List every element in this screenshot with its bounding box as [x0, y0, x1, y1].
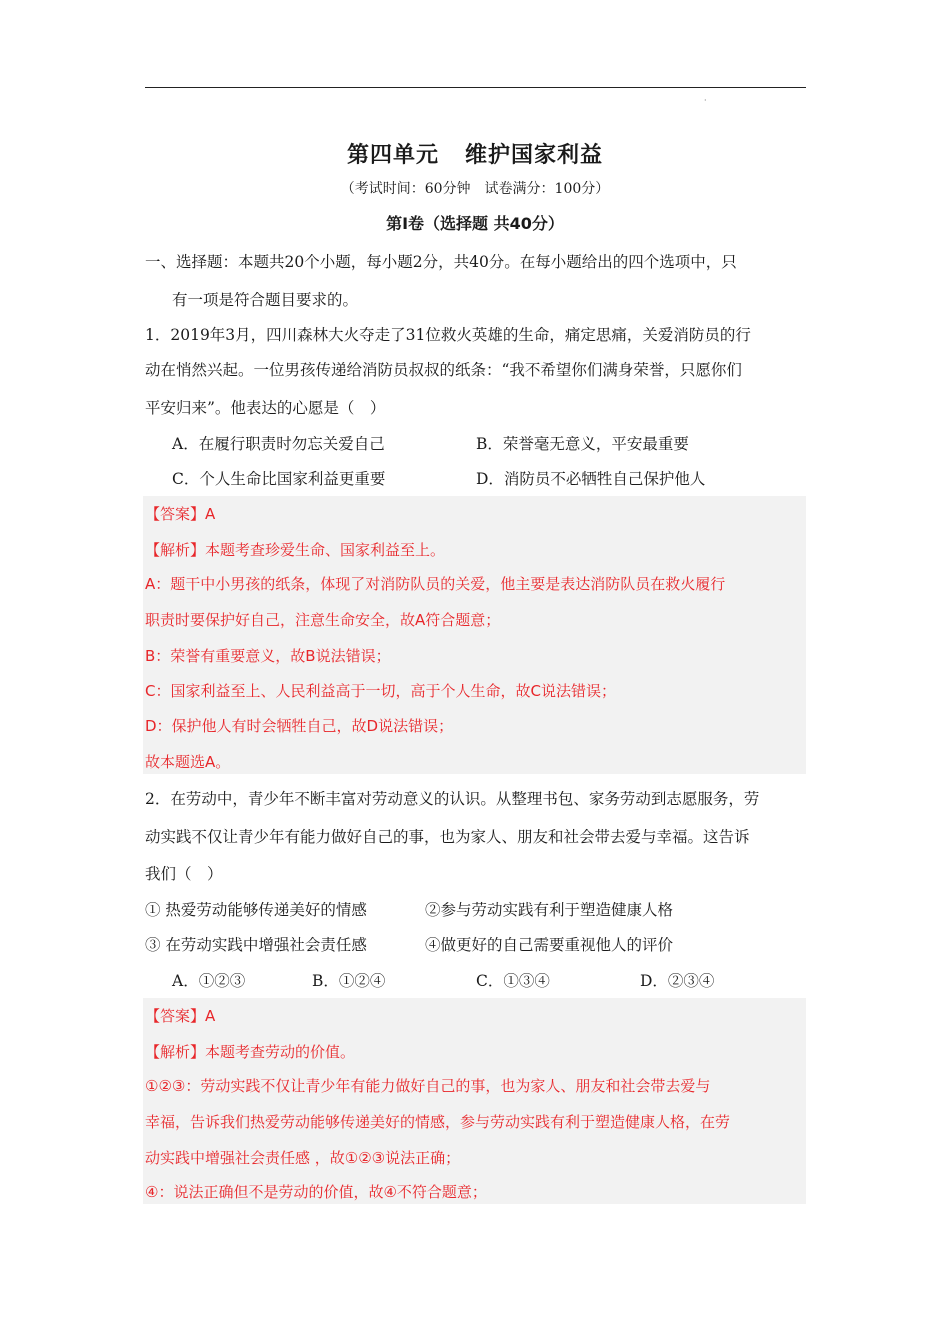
exam-subtitle: （考试时间：60分钟 试卷满分：100分） [340, 181, 610, 197]
q2-option-c: C．①③④ [476, 972, 550, 990]
q2-option-b: B．①②④ [312, 972, 386, 990]
q1-option-c: C．个人生命比国家利益更重要 [172, 470, 386, 488]
q1-analysis-1: 【解析】本题考查珍爱生命、国家利益至上。 [145, 541, 446, 559]
q1-analysis-7: 故本题选A。 [145, 753, 231, 771]
intro-line-1: 一、选择题：本题共20个小题，每小题2分，共40分。在每小题给出的四个选项中，只 [145, 253, 737, 271]
q2-statement-2: ②参与劳动实践有利于塑造健康人格 [425, 901, 674, 919]
section-title: 第Ⅰ卷（选择题 共40分） [386, 214, 564, 233]
q1-analysis-5: C：国家利益至上、人民利益高于一切，高于个人生命，故C说法错误； [145, 682, 616, 700]
q2-analysis-4: 动实践中增强社会责任感 ，故①②③说法正确； [145, 1149, 461, 1167]
q2-statement-3: ③ 在劳动实践中增强社会责任感 [145, 936, 367, 954]
q1-option-a: A．在履行职责时勿忘关爱自己 [172, 435, 385, 453]
q2-line-2: 动实践不仅让青少年有能力做好自己的事，也为家人、朋友和社会带去爱与幸福。这告诉 [145, 828, 750, 846]
header-dot: · [704, 96, 707, 105]
q1-option-d: D．消防员不必牺牲自己保护他人 [476, 470, 706, 488]
q1-line-2: 动在悄然兴起。一位男孩传递给消防员叔叔的纸条：“我不希望你们满身荣誉，只愿你们 [145, 361, 742, 379]
q2-statement-4: ④做更好的自己需要重视他人的评价 [425, 936, 674, 954]
q1-answer: 【答案】A [145, 505, 216, 523]
q1-answer-box [143, 496, 806, 774]
q2-answer: 【答案】A [145, 1007, 216, 1025]
header-rule [145, 87, 806, 88]
q1-analysis-2: A：题干中小男孩的纸条，体现了对消防队员的关爱，他主要是表达消防队员在救火履行 [145, 575, 726, 593]
q1-analysis-4: B：荣誉有重要意义，故B说法错误； [145, 647, 391, 665]
q1-line-3: 平安归来”。他表达的心愿是（ ） [145, 399, 386, 417]
q1-analysis-6: D：保护他人有时会牺牲自己，故D说法错误； [145, 717, 454, 735]
q2-line-3: 我们（ ） [145, 865, 223, 883]
q2-answer-box [143, 998, 806, 1204]
q2-option-a: A．①②③ [172, 972, 246, 990]
q2-analysis-5: ④：说法正确但不是劳动的价值，故④不符合题意； [145, 1183, 487, 1201]
q1-analysis-3: 职责时要保护好自己，注意生命安全，故A符合题意； [145, 611, 501, 629]
q2-option-d: D．②③④ [640, 972, 715, 990]
intro-line-2: 有一项是符合题目要求的。 [172, 291, 359, 309]
q2-statement-1: ① 热爱劳动能够传递美好的情感 [145, 901, 367, 919]
q2-analysis-2: ①②③：劳动实践不仅让青少年有能力做好自己的事，也为家人、朋友和社会带去爱与 [145, 1077, 711, 1095]
q1-line-1: 1．2019年3月，四川森林大火夺走了31位救火英雄的生命，痛定思痛，关爱消防员的行 [145, 326, 751, 344]
q2-line-1: 2．在劳动中，青少年不断丰富对劳动意义的认识。从整理书包、家务劳动到志愿服务，劳 [145, 790, 760, 808]
page-title: 第四单元 维护国家利益 [346, 143, 604, 168]
q2-analysis-3: 幸福，告诉我们热爱劳动能够传递美好的情感，参与劳动实践有利于塑造健康人格，在劳 [145, 1113, 731, 1131]
q2-analysis-1: 【解析】本题考查劳动的价值。 [145, 1043, 356, 1061]
q1-option-b: B．荣誉毫无意义，平安最重要 [476, 435, 689, 453]
